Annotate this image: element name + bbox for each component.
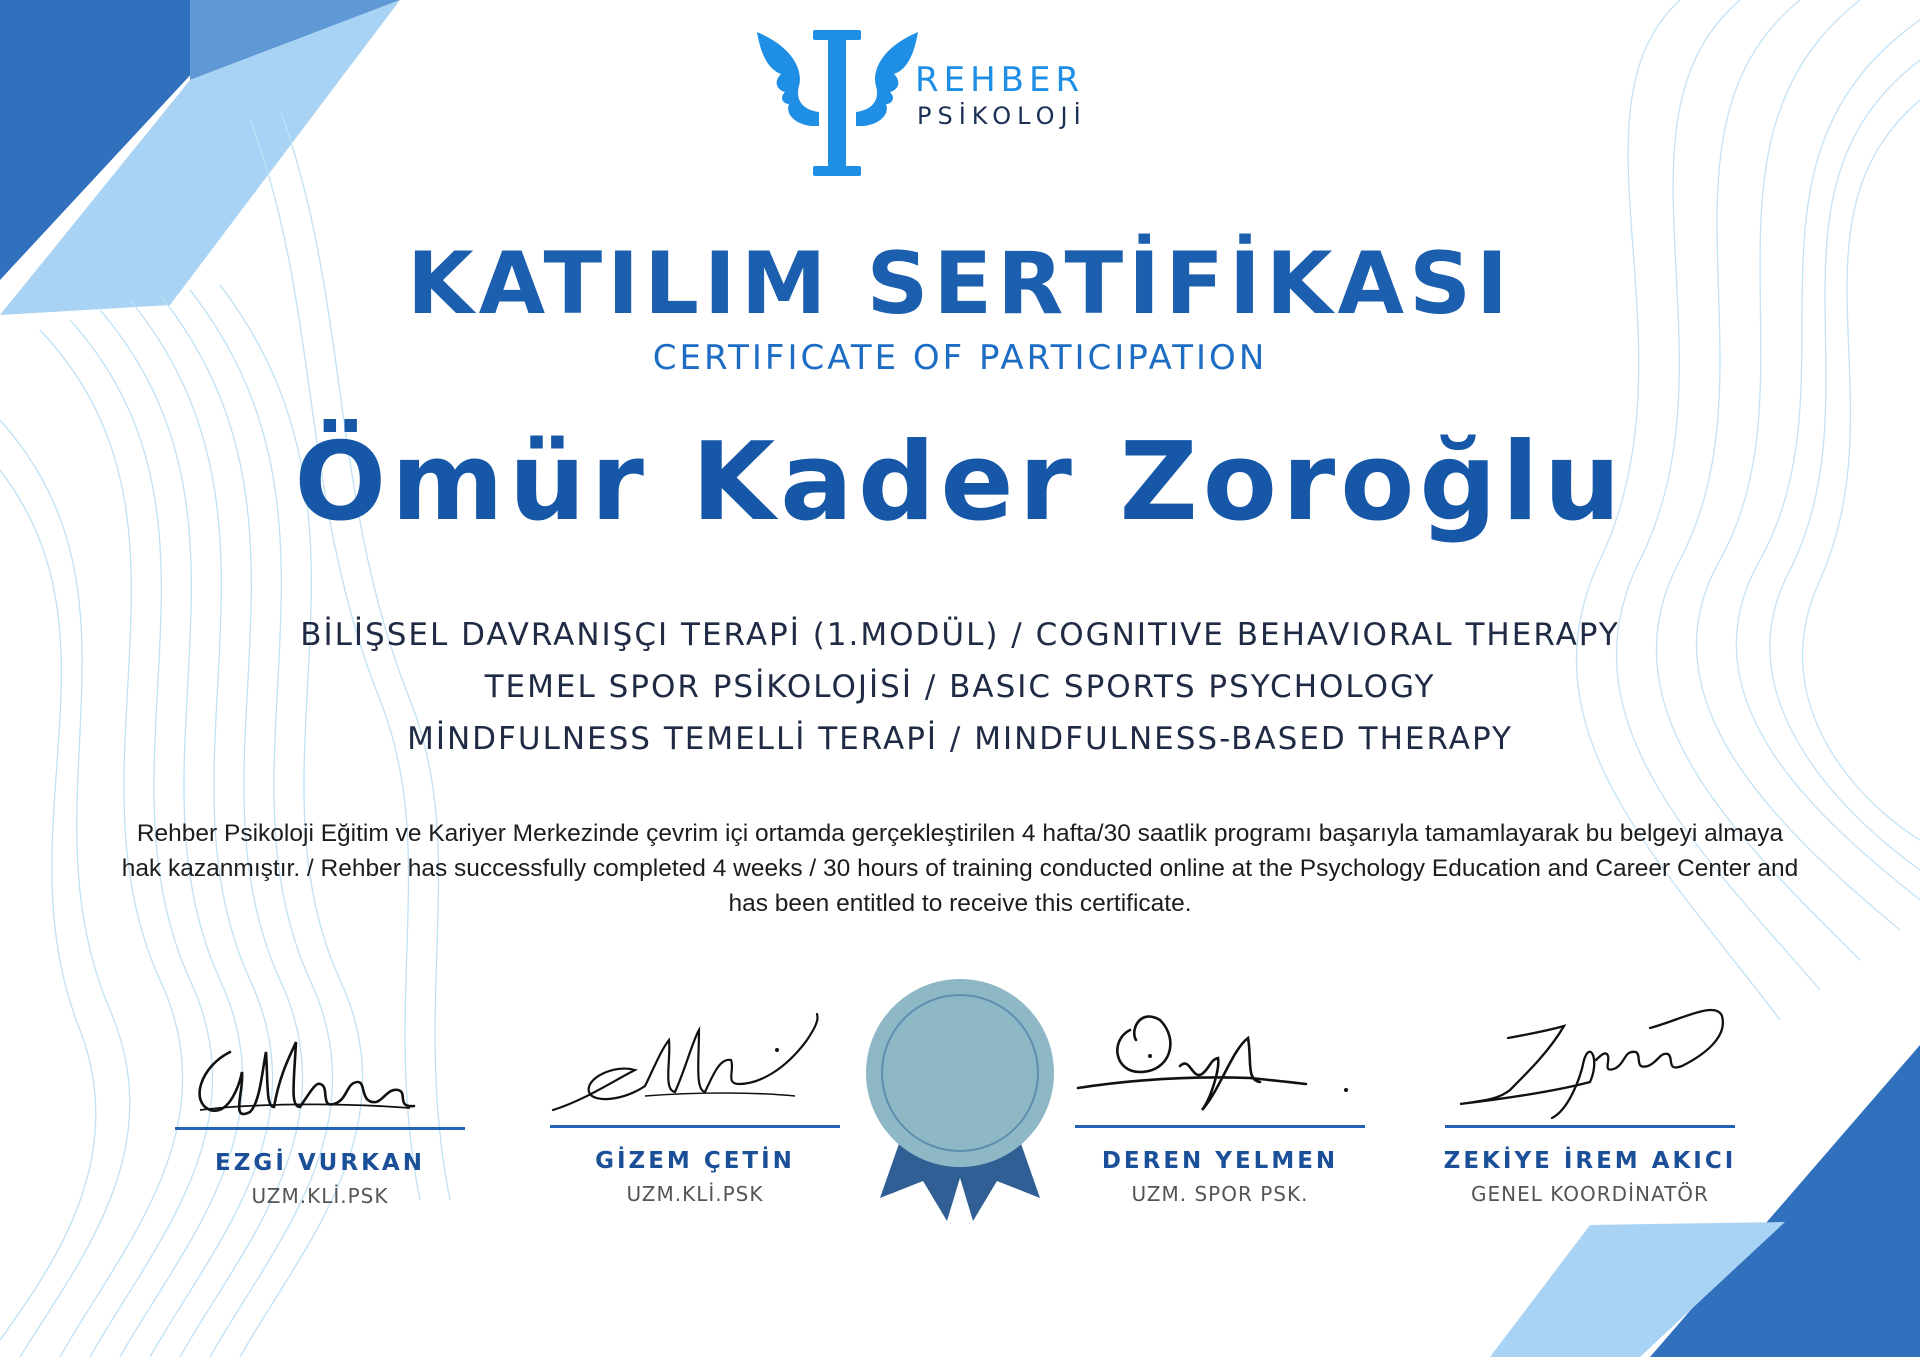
signature-zekiye-irem-akici [1440,1000,1740,1125]
signatory-block [170,1012,470,1208]
course-line: MİNDFULNESS TEMELLİ TERAPİ / MINDFULNESS-BASED THERAPY [407,721,1513,757]
signature-deren-yelmen [1070,1000,1370,1125]
certificate-title: KATILIM SERTİFİKASI [406,234,1514,334]
award-ribbon-seal-icon [855,978,1065,1228]
signatory-name: DEREN YELMEN [1101,1148,1339,1174]
certificate-description: Rehber Psikoloji Eğitim ve Kariyer Merkezinde çevrim içi ortamda gerçekleştirilen 4 hafta/30 saatlik programı başarıyla tamamlayarak bu belgeyi almaya hak kazanmıştır. / Rehber has successfully completed 4 weeks / 30 hours of training conducted online at the Psychology Education and Career Center and has been entitled to receive this certificate. [121,820,1799,917]
course-line: BİLİŞSEL DAVRANIŞÇI TERAPİ (1.MODÜL) / COGNITIVE BEHAVIORAL THERAPY [300,617,1620,653]
logo-word-rehber: REHBER [915,60,1085,100]
signature-ezgi-vurkan [170,1012,470,1127]
signatory-title: UZM. SPOR PSK. [1131,1182,1309,1206]
course-line: TEMEL SPOR PSİKOLOJİSİ / BASIC SPORTS PSYCHOLOGY [484,669,1436,705]
signatory-block [545,1000,845,1206]
signature-line [1445,1125,1735,1128]
signature-line [1075,1125,1365,1128]
recipient-name: Ömür Kader Zoroğlu [294,420,1626,545]
signatory-title: UZM.KLİ.PSK [626,1182,764,1206]
logo [0,0,1920,200]
signatory-name: ZEKİYE İREM AKICI [1443,1148,1737,1174]
psi-faces-logo-icon [755,26,920,180]
signatory-name: GİZEM ÇETİN [595,1148,795,1174]
signatory-name: EZGİ VURKAN [215,1150,425,1176]
signatory-block [1070,1000,1370,1206]
signatory-title: UZM.KLİ.PSK [251,1184,389,1208]
certificate-subtitle: CERTIFICATE OF PARTICIPATION [652,338,1268,378]
signatory-block [1440,1000,1740,1206]
signature-gizem-cetin [545,1000,845,1125]
signatory-title: GENEL KOORDİNATÖR [1471,1182,1709,1206]
signature-line [550,1125,840,1128]
logo-word-psikoloji: PSİKOLOJİ [917,102,1087,130]
signature-line [175,1127,465,1130]
